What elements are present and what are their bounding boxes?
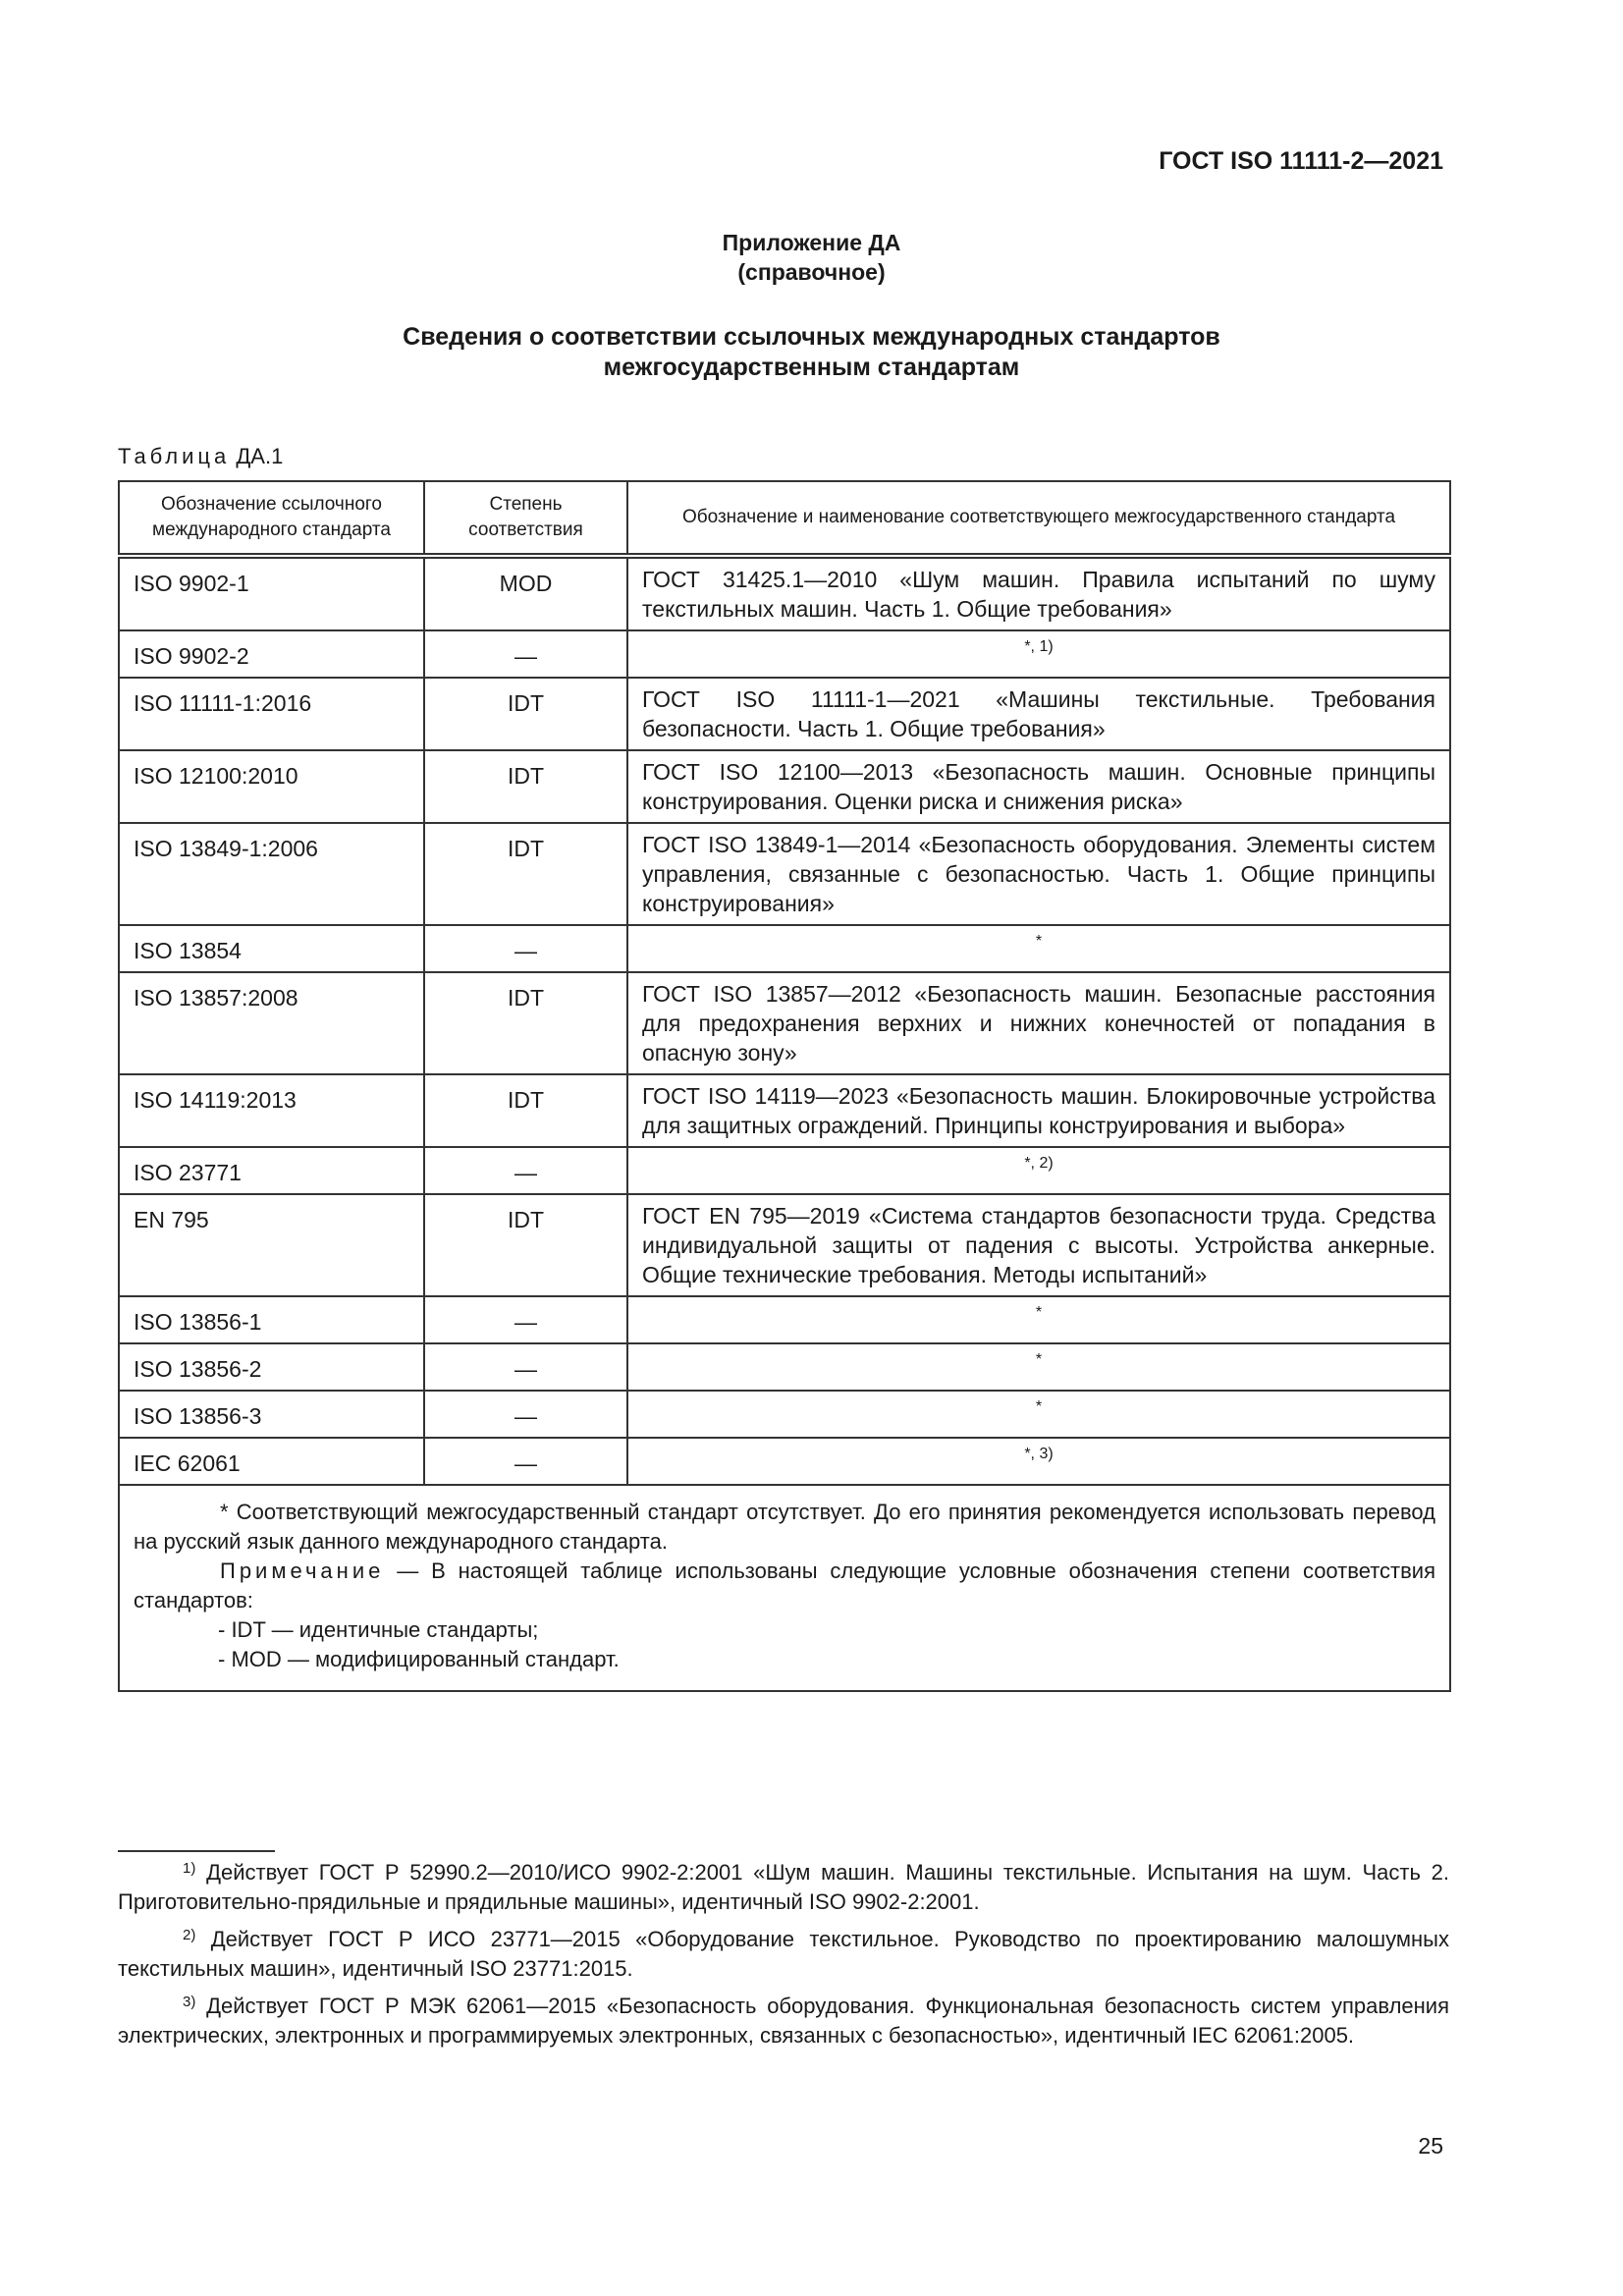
cell-international-standard: ISO 13849-1:2006 — [119, 823, 424, 925]
cell-international-standard: ISO 13856-1 — [119, 1296, 424, 1343]
cell-degree: — — [424, 1147, 627, 1194]
appendix-heading — [0, 228, 1623, 287]
cell-degree: — — [424, 630, 627, 678]
document-code: ГОСТ ISO 11111-2—2021 — [1159, 147, 1443, 175]
footnote-text: Действует ГОСТ Р МЭК 62061—2015 «Безопасность оборудования. Функциональная безопасность систем управления электрических, электронных и программируемых электронных, связанных с безопасностью», идентичный IEC 62061:2005. — [118, 1994, 1449, 2048]
footnote-3 — [118, 1992, 1449, 2050]
footnote-text: Действует ГОСТ Р ИСО 23771—2015 «Оборудование текстильное. Руководство по проектированию малошумных текстильных машин», идентичный ISO 23771:2015. — [118, 1927, 1449, 1981]
cell-international-standard: ISO 9902-2 — [119, 630, 424, 678]
header-interstate-standard: Обозначение и наименование соответствующего межгосударственного стандарта — [627, 481, 1450, 556]
note-paragraph — [134, 1557, 1435, 1615]
table-row — [119, 925, 1450, 972]
note-item-mod: - MOD — модифицированный стандарт. — [218, 1647, 620, 1671]
cell-degree: — — [424, 1391, 627, 1438]
cell-interstate-standard: *, 1) — [627, 630, 1450, 678]
cell-international-standard: IEC 62061 — [119, 1438, 424, 1485]
cell-international-standard: ISO 9902-1 — [119, 556, 424, 630]
table-row — [119, 630, 1450, 678]
cell-interstate-standard: *, 2) — [627, 1147, 1450, 1194]
footnote-mark: 2) — [183, 1927, 196, 1943]
cell-degree: — — [424, 925, 627, 972]
correspondence-table — [118, 480, 1451, 1692]
table-row — [119, 1343, 1450, 1391]
table-footer-row — [119, 1485, 1450, 1691]
cell-interstate-standard: ГОСТ ISO 14119—2023 «Безопасность машин. Блокировочные устройства для защитных ограждений. Принципы конструирования и выбора» — [627, 1074, 1450, 1147]
table-row — [119, 678, 1450, 750]
table-notes — [119, 1485, 1450, 1691]
table-header-row — [119, 481, 1450, 556]
cell-degree: — — [424, 1296, 627, 1343]
table-caption — [118, 444, 283, 469]
section-title-line-2: межгосударственным стандартам — [603, 354, 1020, 381]
cell-international-standard: ISO 13857:2008 — [119, 972, 424, 1074]
cell-international-standard: ISO 11111-1:2016 — [119, 678, 424, 750]
cell-interstate-standard: *, 3) — [627, 1438, 1450, 1485]
table-row — [119, 1296, 1450, 1343]
cell-degree: IDT — [424, 823, 627, 925]
cell-interstate-standard: * — [627, 925, 1450, 972]
table-row — [119, 1194, 1450, 1296]
footnote-text: Действует ГОСТ Р 52990.2—2010/ИСО 9902-2:2001 «Шум машин. Машины текстильные. Испытания на шум. Часть 2. Приготовительно-прядильные и прядильные машины», идентичный ISO 9902-2:2001. — [118, 1860, 1449, 1914]
correspondence-table-container — [118, 480, 1449, 1692]
page-number: 25 — [1418, 2133, 1443, 2159]
footnote-mark: 3) — [183, 1994, 196, 2010]
header-international-standard: Обозначение ссылочного международного стандарта — [119, 481, 424, 556]
header-degree: Степень соответствия — [424, 481, 627, 556]
note-label: Примечание — [220, 1558, 385, 1583]
footnote-2 — [118, 1925, 1449, 1984]
table-caption-number: ДА.1 — [236, 444, 284, 468]
cell-degree: — — [424, 1343, 627, 1391]
note-text: — В настоящей таблице использованы следующие условные обозначения степени соответствия стандартов: — [134, 1558, 1435, 1613]
cell-international-standard: EN 795 — [119, 1194, 424, 1296]
cell-interstate-standard: * — [627, 1296, 1450, 1343]
cell-interstate-standard: ГОСТ 31425.1—2010 «Шум машин. Правила испытаний по шуму текстильных машин. Часть 1. Общие требования» — [627, 556, 1450, 630]
appendix-title: Приложение ДА — [722, 230, 901, 255]
cell-interstate-standard: * — [627, 1343, 1450, 1391]
table-row — [119, 1147, 1450, 1194]
section-title — [0, 322, 1623, 383]
note-item-idt: - IDT — идентичные стандарты; — [218, 1617, 539, 1642]
cell-interstate-standard: ГОСТ ISO 13849-1—2014 «Безопасность оборудования. Элементы систем управления, связанные с безопасностью. Часть 1. Общие принципы конструирования» — [627, 823, 1450, 925]
footnote-separator — [118, 1850, 275, 1852]
cell-international-standard: ISO 13856-3 — [119, 1391, 424, 1438]
cell-interstate-standard: ГОСТ ISO 11111-1—2021 «Машины текстильные. Требования безопасности. Часть 1. Общие требования» — [627, 678, 1450, 750]
table-row — [119, 823, 1450, 925]
footnotes — [118, 1858, 1449, 2058]
table-row — [119, 1438, 1450, 1485]
cell-degree: — — [424, 1438, 627, 1485]
footnote-mark: 1) — [183, 1860, 196, 1877]
cell-international-standard: ISO 13854 — [119, 925, 424, 972]
cell-interstate-standard: ГОСТ ISO 12100—2013 «Безопасность машин. Основные принципы конструирования. Оценки риска и снижения риска» — [627, 750, 1450, 823]
cell-interstate-standard: ГОСТ ISO 13857—2012 «Безопасность машин. Безопасные расстояния для предохранения верхних и нижних конечностей от попадания в опасную зону» — [627, 972, 1450, 1074]
table-body — [119, 556, 1450, 1485]
table-row — [119, 1074, 1450, 1147]
asterisk-note: * Соответствующий межгосударственный стандарт отсутствует. До его принятия рекомендуется использовать перевод на русский язык данного международного стандарта. — [134, 1500, 1435, 1554]
cell-international-standard: ISO 23771 — [119, 1147, 424, 1194]
table-row — [119, 556, 1450, 630]
footnote-1 — [118, 1858, 1449, 1917]
appendix-subtitle: (справочное) — [737, 259, 886, 285]
cell-interstate-standard: * — [627, 1391, 1450, 1438]
table-caption-word: Таблица — [118, 444, 231, 468]
table-row — [119, 972, 1450, 1074]
cell-international-standard: ISO 14119:2013 — [119, 1074, 424, 1147]
table-row — [119, 1391, 1450, 1438]
cell-degree: IDT — [424, 1074, 627, 1147]
cell-international-standard: ISO 13856-2 — [119, 1343, 424, 1391]
table-row — [119, 750, 1450, 823]
cell-interstate-standard: ГОСТ EN 795—2019 «Система стандартов безопасности труда. Средства индивидуальной защиты от падения с высоты. Устройства анкерные. Общие технические требования. Методы испытаний» — [627, 1194, 1450, 1296]
cell-degree: IDT — [424, 678, 627, 750]
cell-degree: IDT — [424, 972, 627, 1074]
cell-degree: IDT — [424, 750, 627, 823]
cell-degree: MOD — [424, 556, 627, 630]
cell-international-standard: ISO 12100:2010 — [119, 750, 424, 823]
cell-degree: IDT — [424, 1194, 627, 1296]
section-title-line-1: Сведения о соответствии ссылочных международных стандартов — [403, 323, 1220, 351]
